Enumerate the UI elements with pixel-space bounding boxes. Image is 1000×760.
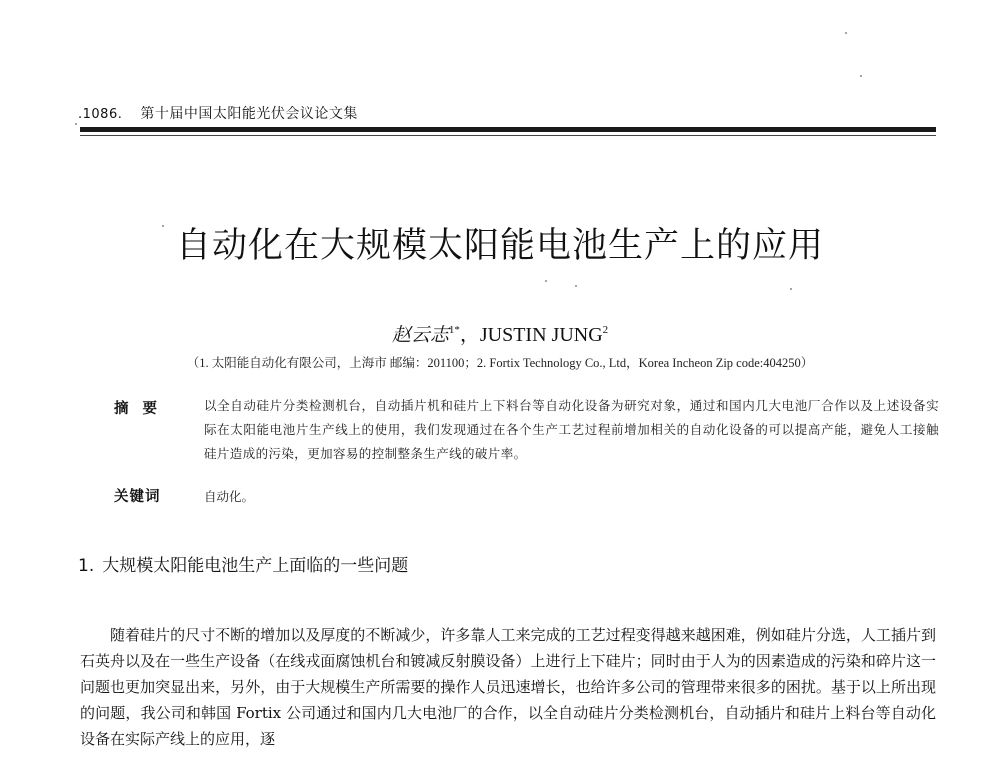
scan-speck [545, 280, 547, 282]
section-1-title: 大规模太阳能电池生产上面临的一些问题 [102, 556, 409, 576]
running-header [78, 103, 358, 123]
author-2-name: JUSTIN JUNG [479, 324, 603, 346]
scan-speck [162, 225, 164, 227]
page-number: .1086. [78, 107, 123, 122]
abstract-text: 以全自动硅片分类检测机台，自动插片机和硅片上下料台等自动化设备为研究对象，通过和国内几大电池厂合作以及上述设备实际在太阳能电池片生产线上的使用，我们发现通过在各个生产工艺过程前增加相关的自动化设备的可以提高产能，避免人工接触硅片造成的污染，更加容易的控制整条生产线的破片率。 [204, 398, 939, 461]
scan-speck [575, 285, 577, 287]
author-2-superscript: 2 [602, 324, 609, 336]
body-text [80, 622, 936, 752]
keywords-label: 关键词 [114, 489, 161, 505]
author-1-name: 赵云志 [391, 324, 449, 346]
section-1-heading [78, 551, 408, 576]
author-separator: ， [459, 324, 480, 346]
scan-speck [790, 288, 792, 290]
keywords-text: 自动化。 [204, 489, 255, 504]
scan-speck [845, 32, 847, 34]
scan-speck [860, 75, 862, 77]
paper-title: 自动化在大规模太阳能电池生产上的应用 [175, 226, 824, 266]
affiliation-line: （1. 太阳能自动化有限公司，上海市 邮编：201100；2. Fortix Technology Co., Ltd，Korea Incheon Zip code:404250） [186, 356, 814, 370]
header-rule-thin [80, 135, 936, 136]
author-line [0, 318, 1000, 347]
section-1-number: 1. [78, 556, 95, 576]
body-paragraph: 随着硅片的尺寸不断的增加以及厚度的不断减少，许多靠人工来完成的工艺过程变得越来越困难，例如硅片分选，人工插片到石英舟以及在一些生产设备（在线戎面腐蚀机台和镀减反射膜设备）上进行上下硅片；同时由于人为的因素造成的污染和碎片这一问题也更加突显出来，另外，由于大规模生产所需要的操作人员迅速增长，也给许多公司的管理带来很多的困扰。基于以上所出现的问题，我公司和韩国 Fortix 公司通过和国内几大电池厂的合作，以全自动硅片分类检测机台，自动插片和硅片上料台等自动化设备在实际产线上的应用，逐 [80, 626, 936, 748]
scan-speck [75, 123, 77, 125]
abstract-label: 摘要 [114, 401, 171, 417]
header-rule-thick [80, 127, 936, 132]
journal-name: 第十届中国太阳能光伏会议论文集 [140, 106, 358, 122]
author-1-superscript: 1* [448, 324, 460, 336]
